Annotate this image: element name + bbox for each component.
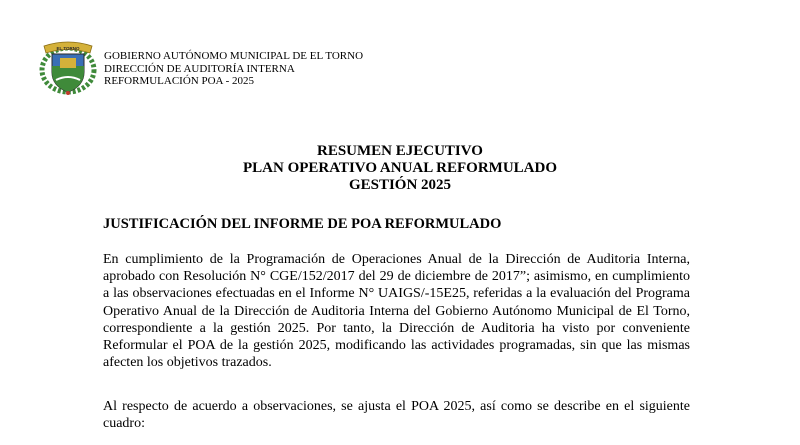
- municipal-seal-icon: [38, 36, 98, 96]
- header-document-type: REFORMULACIÓN POA - 2025: [104, 75, 255, 87]
- section-heading: JUSTIFICACIÓN DEL INFORME DE POA REFORMULADO: [103, 216, 502, 232]
- document-header: [38, 36, 363, 96]
- document-title: [0, 143, 800, 194]
- header-department: DIRECCIÓN DE AUDITORÍA INTERNA: [104, 62, 295, 75]
- title-line-2: PLAN OPERATIVO ANUAL REFORMULADO: [242, 160, 558, 176]
- title-line-3: GESTIÓN 2025: [348, 177, 452, 193]
- adjustment-paragraph: Al respecto de acuerdo a observaciones, se ajusta el POA 2025, así como se describe en el siguiente cuadro:: [103, 399, 690, 432]
- seal-ribbon-text: EL TORNO: [56, 46, 80, 51]
- title-line-1: RESUMEN EJECUTIVO: [317, 143, 483, 159]
- header-organization: GOBIERNO AUTÓNOMO MUNICIPAL DE EL TORNO: [104, 50, 364, 62]
- justification-paragraph: En cumplimiento de la Programación de Operaciones Anual de la Dirección de Auditoria Interna, aprobado con Resolución N° CGE/152/2017 del 29 de diciembre de 2017”; asimismo, en cumplimiento a las observaciones efectuadas en el Informe N° UAIGS/-15E25, referidas a la evaluación del Programa Operativo Anual de la Dirección de Auditoria Interna del Gobierno Autónomo Municipal de El Torno, correspondiente a la gestión 2025. Por tanto, la Dirección de Auditoria ha visto por conveniente Reformular el POA de la gestión 2025, modificando las actividades programadas, sin que las mismas afecten los objetivos trazados.: [103, 252, 690, 371]
